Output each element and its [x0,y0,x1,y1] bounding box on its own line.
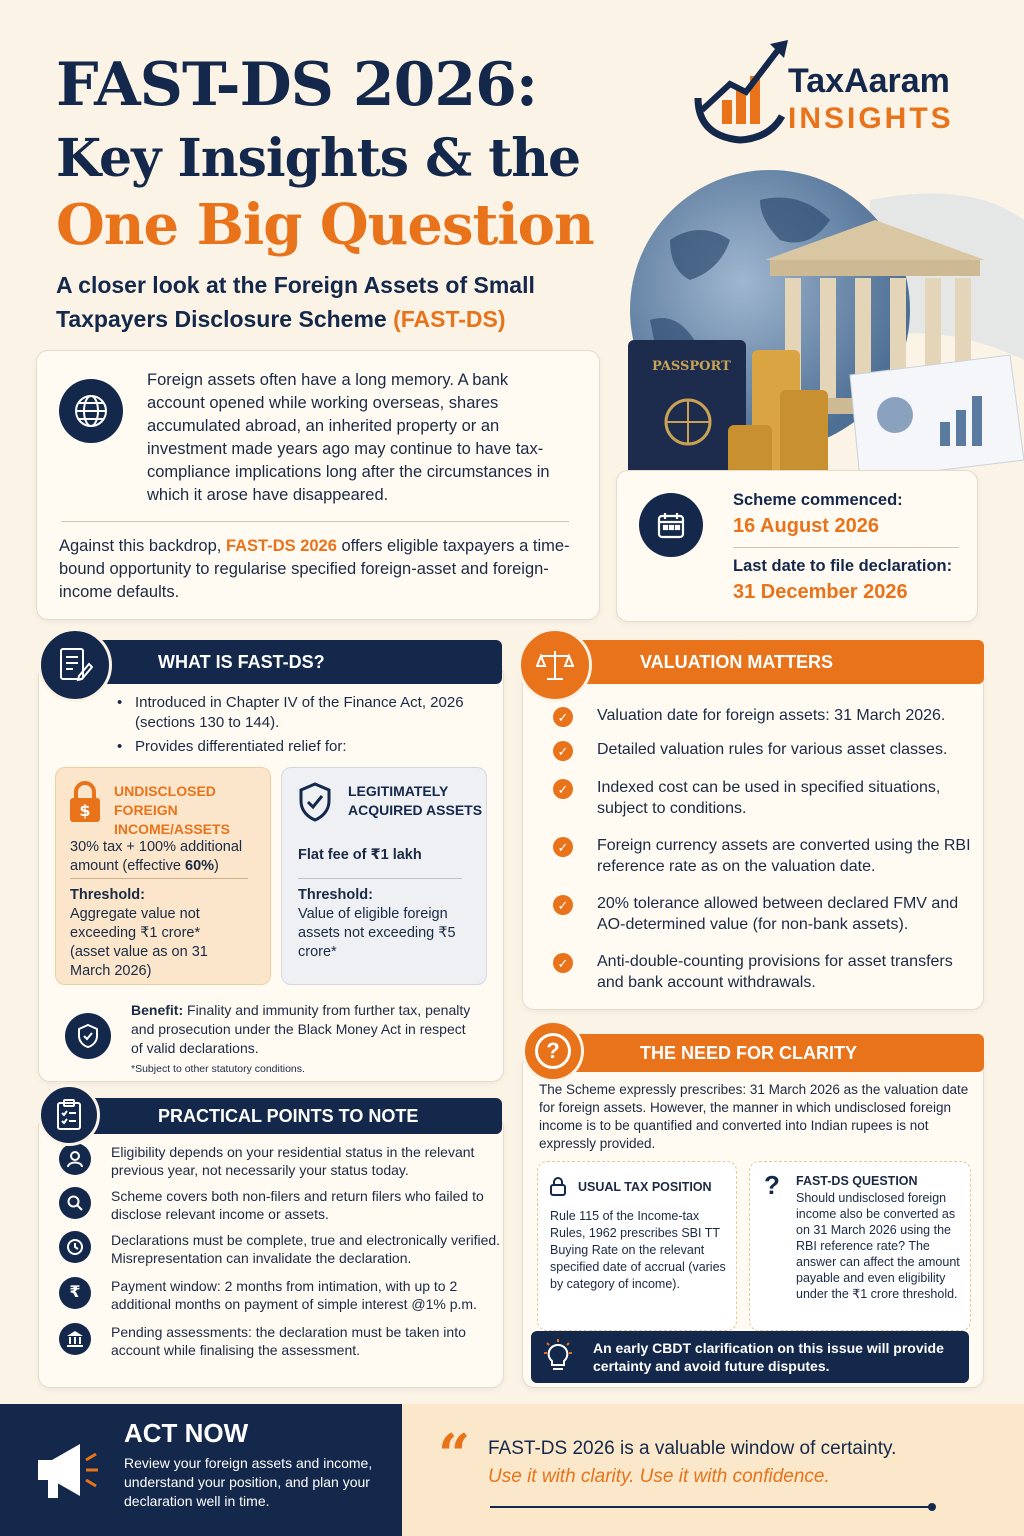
divider-dot [928,1503,936,1511]
undisclosed-rate: 30% tax + 100% additional amount (effective 60%) [70,839,243,874]
lightbulb-icon [541,1339,575,1375]
report-document-icon [850,355,1024,480]
intro-paragraph-2: Against this backdrop, FAST-DS 2026 offers eligible taxpayers a time-bound opportunity to regularise specified foreign-asset and foreign-income defaults. [59,537,570,601]
check-icon: ✓ [553,895,573,915]
what-is-card [38,664,504,1082]
megaphone-icon [30,1438,100,1502]
title-line-1: FAST-DS 2026: [56,50,537,120]
clarity-intro: The Scheme expressly prescribes: 31 March 2026 as the valuation date for foreign assets. However, the manner in which undisclosed foreign income is to be quantified and converted into Indian rupees is not expressly provided. [539,1082,969,1151]
undisclosed-title: UNDISCLOSED FOREIGN INCOME/ASSETS [114,783,230,837]
divider [61,521,569,522]
title-line-2: Key Insights & the [56,128,581,189]
question-mark-icon: ? [764,1170,780,1200]
undisclosed-box [55,767,271,985]
globe-icon [59,379,123,443]
legit-box [281,767,487,985]
rupee-icon: ₹ [59,1277,91,1309]
lock-icon [68,780,102,824]
undisclosed-threshold: Aggregate value not exceeding ₹1 crore* (asset value as on 31 March 2026) [70,906,208,979]
globe-bank-illustration [610,160,1024,480]
person-icon [59,1143,91,1175]
list-item: • Introduced in Chapter IV of the Finance Act, 2026 (sections 130 to 144). [117,693,487,733]
schedule-card [616,470,978,622]
divider [490,1506,930,1508]
clarity-card [522,1054,984,1388]
bank-icon [59,1323,91,1355]
act-now-panel [0,1404,402,1536]
practical-heading: PRACTICAL POINTS TO NOTE [88,1098,502,1134]
check-icon: ✓ [553,707,573,727]
commenced-date: 16 August 2026 [733,515,879,537]
benefit-text: Benefit: Finality and immunity from further tax, penalty and prosecution under the Black Money Act in respect of valid declarations. [131,1002,471,1056]
question-title: FAST-DS QUESTION [796,1174,918,1188]
checklist-icon [38,1084,100,1146]
divider [733,547,959,548]
quote-mark-icon: “ [438,1422,471,1488]
document-edit-icon [38,628,112,702]
what-is-bullets [117,693,487,761]
usual-title: USUAL TAX POSITION [578,1180,712,1194]
question-icon: ? [522,1020,584,1082]
logo-name: TaxAaram [788,62,950,100]
last-date-label: Last date to file declaration: [733,557,953,575]
svg-text:$: $ [79,801,91,820]
cbdt-text: An early CBDT clarification on this issue will provide certainty and avoid future disputes. [593,1340,944,1374]
valuation-heading: VALUATION MATTERS [570,640,984,684]
threshold-label: Threshold: [298,887,373,903]
usual-text: Rule 115 of the Income-tax Rules, 1962 prescribes SBI TT Buying Rate on the relevant specified date of accrual (varies by category of income). [550,1209,726,1291]
logo [690,36,1000,146]
title-line-3: One Big Question [56,192,594,258]
check-icon: ✓ [553,741,573,761]
shield-check-icon [298,782,332,822]
usual-tax-box [537,1161,737,1331]
last-date: 31 December 2026 [733,581,908,603]
intro-paragraph-1: Foreign assets often have a long memory. A bank account opened while working overseas, shares accumulated abroad, an inherited property or an investment made years ago may continue to have tax-compliance implications long after the circumstances in which it arose have disappeared. [147,371,550,504]
divider [298,878,462,879]
logo-sub: INSIGHTS [788,102,954,135]
quote-line-1: FAST-DS 2026 is a valuable window of certainty. [488,1438,897,1459]
question-text: Should undisclosed foreign income also be converted as on 31 March 2026 using the RBI reference rate? The answer can affect the amount payable and even eligibility under the ₹1 crore threshold. [796,1191,960,1301]
list-item: • Provides differentiated relief for: [117,737,487,757]
valuation-card: ✓ Valuation date for foreign assets: 31 March 2026. ✓ Detailed valuation rules for various asset classes. ✓ Indexed cost can be used in specified situations, subject to conditions. ✓ Foreign currency assets are converted using the RBI reference rate as on the valuation date. ✓ 20% tolerance allowed between declared FMV and AO-determined value (for non-bank assets). ✓ Anti-double-counting provisions for asset transfers and bank account withdrawals. [522,664,984,1010]
quote-panel [402,1404,1024,1536]
passport-label: PASSPORT [652,359,731,374]
intro-card [36,350,600,620]
check-icon: ✓ [553,953,573,973]
fast-ds-question-box [749,1161,971,1331]
footnote: *Subject to other statutory conditions. [131,1063,305,1075]
quote-line-2: Use it with clarity. Use it with confidence. [488,1466,830,1487]
logo-chart-icon [690,36,790,146]
commenced-label: Scheme commenced: [733,491,903,509]
subtitle: A closer look at the Foreign Assets of Small Taxpayers Disclosure Scheme (FAST-DS) [56,272,535,332]
threshold-label: Threshold: [70,887,145,903]
search-icon [59,1187,91,1219]
shield-icon [65,1013,111,1059]
scales-icon [518,628,592,702]
divider [70,878,248,879]
legit-fee: Flat fee of ₹1 lakh [298,847,422,863]
check-icon: ✓ [553,779,573,799]
calendar-icon [639,493,703,557]
clock-icon [59,1231,91,1263]
legit-threshold: Value of eligible foreign assets not exceeding ₹5 crore* [298,906,456,960]
legit-title: LEGITIMATELY ACQUIRED ASSETS [348,783,483,818]
act-now-title: ACT NOW [124,1418,249,1448]
check-icon: ✓ [553,837,573,857]
cbdt-banner [531,1331,969,1383]
clarity-heading: THE NEED FOR CLARITY [570,1034,984,1072]
lock-icon [548,1176,568,1196]
what-is-heading: WHAT IS FAST-DS? [88,640,502,684]
act-now-text: Review your foreign assets and income, understand your position, and plan your declaration well in time. [124,1455,373,1509]
practical-card: Eligibility depends on your residential status in the relevant previous year, not necessarily your status today. Scheme covers both non-filers and return filers who failed to disclose relevant income or assets. Declarations must be complete, true and electronically verified. Misrepresentation can invalidate the declaration. ₹ Payment window: 2 months from intimation, with up to 2 additional months on payment of simple interest @1% p.m. Pending assessments: the declaration must be taken into account while finalising the assessment. [38,1116,504,1388]
